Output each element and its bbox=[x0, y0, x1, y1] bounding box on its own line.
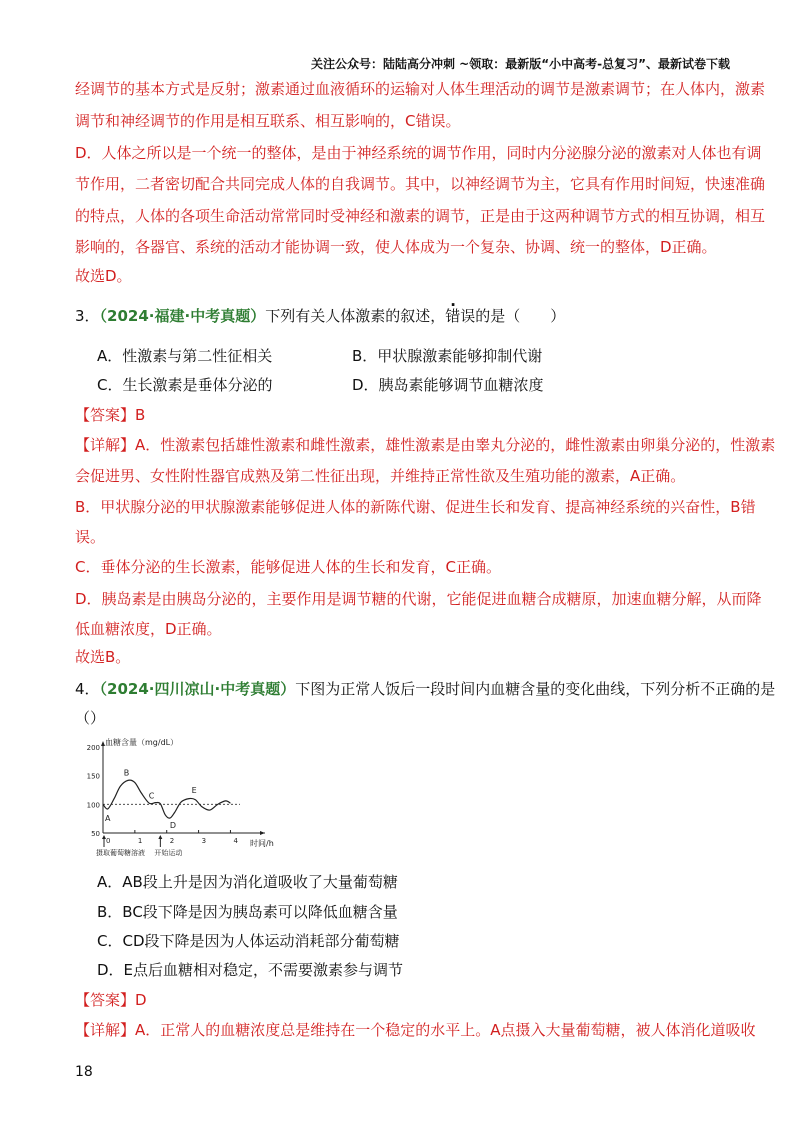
point-label-c: C bbox=[148, 791, 155, 801]
point-label-b: B bbox=[123, 768, 130, 778]
q4-option-a: A．AB段上升是因为消化道吸收了大量葡萄糖 bbox=[97, 873, 398, 891]
x-tick-label: 3 bbox=[201, 837, 207, 845]
intro-line-2: 调节和神经调节的作用是相互联系、相互影响的，C错误。 bbox=[75, 112, 461, 130]
question-4-stem bbox=[75, 679, 775, 699]
x-tick-label: 4 bbox=[233, 837, 238, 845]
x-axis-label: 时间/h bbox=[250, 839, 274, 848]
annotation-arrowhead bbox=[158, 835, 162, 839]
emphasis-text: 错误 bbox=[445, 307, 476, 325]
question-text: 下列有关人体激素的叙述， bbox=[265, 307, 446, 325]
q3-explain-1: 【详解】A．性激素包括雄性激素和雌性激素，雄性激素是由睾丸分泌的，雌性激素由卵巢分泌的，性激素 bbox=[75, 436, 776, 454]
y-tick-label: 200 bbox=[86, 744, 100, 752]
q4-option-b: B．BC段下降是因为胰岛素可以降低血糖含量 bbox=[97, 903, 398, 921]
q4-option-d: D．E点后血糖相对稳定，不需要激素参与调节 bbox=[97, 961, 404, 979]
q3-option-a: A．性激素与第二性征相关 bbox=[97, 347, 273, 365]
q3-explain-8: 故选B。 bbox=[75, 648, 131, 666]
intro-line-5: 的特点，人体的各项生命活动常常同时受神经和激素的调节，正是由于这两种调节方式的相互协调，相互 bbox=[75, 207, 766, 225]
annotation-label: 摄取葡萄糖溶液 bbox=[96, 849, 145, 857]
q3-explain-4: 误。 bbox=[75, 528, 106, 546]
question-source: （2024·福建·中考真题） bbox=[99, 307, 266, 325]
point-label-e: E bbox=[191, 786, 197, 796]
q3-explain-6: D．胰岛素是由胰岛分泌的，主要作用是调节糖的代谢，它能促进血糖合成糖原，加速血糖分解，从而降 bbox=[75, 590, 762, 608]
q3-answer: 【答案】B bbox=[75, 406, 146, 424]
q4-explain-1: 【详解】A．正常人的血糖浓度总是维持在一个稳定的水平上。A点摄入大量葡萄糖，被人体消化道吸收 bbox=[75, 1021, 756, 1039]
page-number: 18 bbox=[75, 1064, 93, 1080]
page-header: 关注公众号：陆陆高分冲刺 ~领取：最新版“小中高考-总复习”、最新试卷下载 bbox=[311, 57, 730, 71]
intro-line-1: 经调节的基本方式是反射；激素通过血液循环的运输对人体生理活动的调节是激素调节；在人体内，激素 bbox=[75, 80, 766, 98]
q3-option-c: C．生长激素是垂体分泌的 bbox=[97, 376, 273, 394]
y-tick-label: 50 bbox=[91, 830, 100, 838]
question-number: 3． bbox=[75, 307, 100, 325]
x-axis-arrow bbox=[260, 831, 265, 835]
y-axis-label: 血糖含量（mg/dL） bbox=[105, 738, 179, 747]
annotation-label: 开始运动 bbox=[154, 849, 183, 857]
y-tick-label: 100 bbox=[86, 801, 100, 810]
x-tick-label: 0 bbox=[106, 837, 111, 845]
y-tick-label: 150 bbox=[86, 772, 100, 781]
point-label-a: A bbox=[105, 813, 111, 823]
question-3-stem bbox=[75, 306, 565, 326]
q3-option-d: D．胰岛素能够调节血糖浓度 bbox=[352, 376, 544, 394]
q3-explain-3: B．甲状腺分泌的甲状腺激素能够促进人体的新陈代谢、促进生长和发育、提高神经系统的兴奋性，B错 bbox=[75, 498, 756, 516]
q3-explain-2: 会促进男、女性附性器官成熟及第二性征出现，并维持正常性欲及生殖功能的激素，A正确。 bbox=[75, 467, 686, 485]
blood-sugar-curve bbox=[103, 780, 230, 818]
intro-line-3: D．人体之所以是一个统一的整体，是由于神经系统的调节作用，同时内分泌腺分泌的激素对人体也有调 bbox=[75, 144, 762, 162]
intro-line-6: 影响的，各器官、系统的活动才能协调一致，使人体成为一个复杂、协调、统一的整体，D正确。 bbox=[75, 238, 717, 256]
x-tick-label: 1 bbox=[137, 837, 143, 845]
q4-option-c: C．CD段下降是因为人体运动消耗部分葡萄糖 bbox=[97, 932, 400, 950]
intro-line-7: 故选D。 bbox=[75, 267, 132, 285]
question-4-stem-2: （） bbox=[75, 709, 106, 727]
blood-sugar-chart bbox=[75, 735, 275, 860]
q4-answer: 【答案】D bbox=[75, 991, 147, 1009]
intro-line-4: 节作用，二者密切配合共同完成人体的自我调节。其中，以神经调节为主，它具有作用时间短，快速准确 bbox=[75, 175, 766, 193]
question-text-end: 的是（ ） bbox=[475, 307, 566, 325]
q3-option-b: B．甲状腺激素能够抑制代谢 bbox=[352, 347, 543, 365]
point-label-d: D bbox=[169, 821, 176, 831]
question-number: 4． bbox=[75, 680, 100, 698]
x-tick-label: 2 bbox=[169, 837, 175, 845]
question-text: 下图为正常人饭后一段时间内血糖含量的变化曲线，下列分析不正确的是 bbox=[295, 680, 776, 698]
q3-explain-7: 低血糖浓度，D正确。 bbox=[75, 620, 222, 638]
question-source: （2024·四川凉山·中考真题） bbox=[99, 680, 296, 698]
q3-explain-5: C．垂体分泌的生长激素，能够促进人体的生长和发育，C正确。 bbox=[75, 558, 501, 576]
